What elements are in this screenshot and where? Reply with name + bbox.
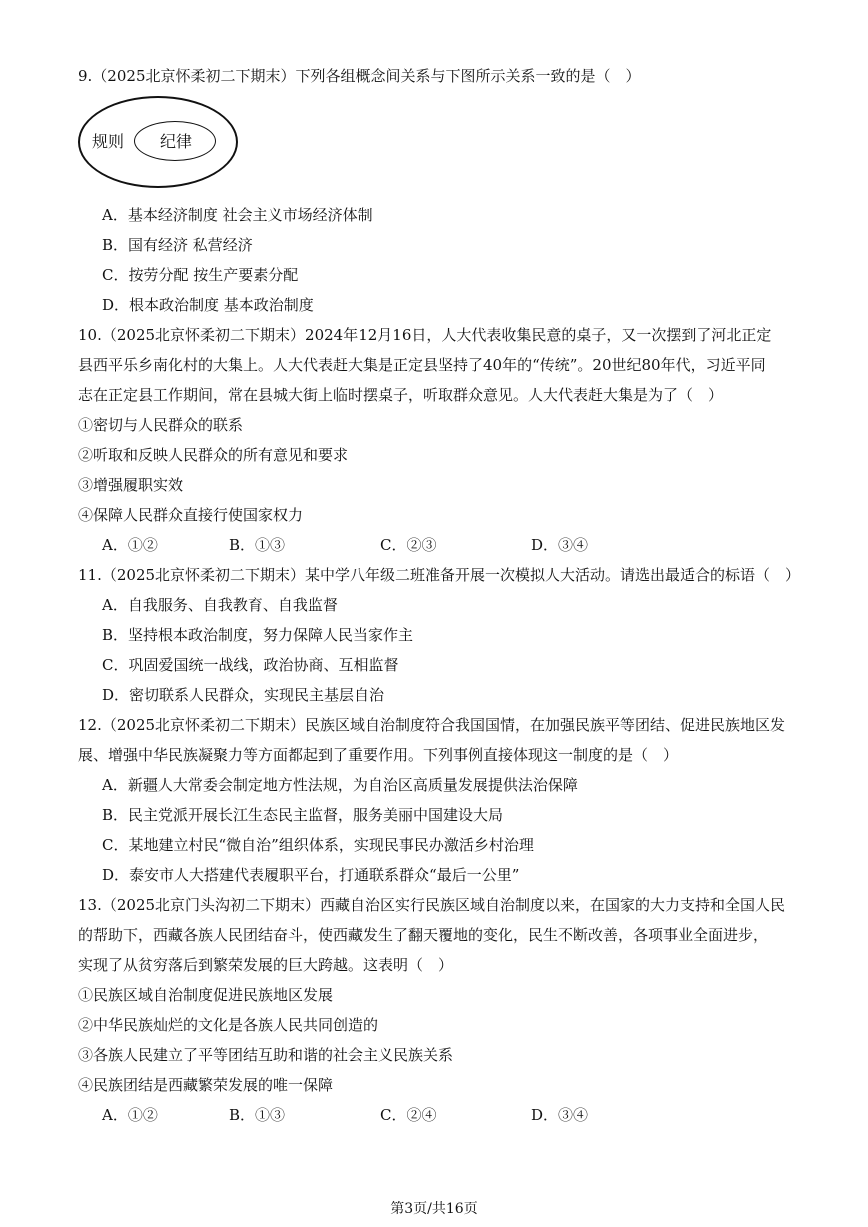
question-10-stem-line-1: 10.（2025北京怀柔初二下期末）2024年12月16日，人大代表收集民意的桌子，又一次摆到了河北正定 [78,326,772,344]
question-12-stem-line-2: 展、增强中华民族凝聚力等方面都起到了重要作用。下列事例直接体现这一制度的是（ ） [78,746,679,764]
q10-option-c[interactable]: C．②③ [380,536,437,554]
q10-item-1: ①密切与人民群众的联系 [78,416,244,434]
q13-item-4: ④民族团结是西藏繁荣发展的唯一保障 [78,1076,334,1094]
q10-item-3: ③增强履职实效 [78,476,184,494]
q13-option-b[interactable]: B．①③ [229,1106,286,1124]
diagram-inner-label: 纪律 [160,132,193,151]
q10-options-row [102,535,802,555]
q10-item-2: ②听取和反映人民群众的所有意见和要求 [78,446,349,464]
q11-option-d[interactable]: D．密切联系人民群众，实现民主基层自治 [102,686,385,704]
q13-item-1: ①民族区域自治制度促进民族地区发展 [78,986,334,1004]
q13-option-a[interactable]: A．①② [102,1106,158,1124]
question-10-stem-line-3: 志在正定县工作期间，常在县城大街上临时摆桌子，听取群众意见。人大代表赶大集是为了（ ） [78,386,724,404]
q11-option-b[interactable]: B．坚持根本政治制度，努力保障人民当家作主 [102,626,414,644]
q12-option-d[interactable]: D．泰安市人大搭建代表履职平台，打通联系群众“最后一公里” [102,866,520,884]
concept-diagram [78,96,242,192]
q12-option-c[interactable]: C．某地建立村民“微自治”组织体系，实现民事民办激活乡村治理 [102,836,534,854]
question-10-stem-line-2: 县西平乐乡南化村的大集上。人大代表赶大集是正定县坚持了40年的“传统”。20世纪80年代，习近平同 [78,356,766,374]
q10-option-a[interactable]: A．①② [102,536,158,554]
q9-option-c[interactable]: C．按劳分配 按生产要素分配 [102,266,299,284]
q12-option-b[interactable]: B．民主党派开展长江生态民主监督，服务美丽中国建设大局 [102,806,504,824]
question-13-stem-line-3: 实现了从贫穷落后到繁荣发展的巨大跨越。这表明（ ） [78,956,454,974]
question-11-stem: 11.（2025北京怀柔初二下期末）某中学八年级二班准备开展一次模拟人大活动。请选出最适合的标语（ ） [78,566,801,584]
q10-option-d[interactable]: D．③④ [531,536,589,554]
q11-option-a[interactable]: A．自我服务、自我教育、自我监督 [102,596,338,614]
q9-option-a[interactable]: A．基本经济制度 社会主义市场经济体制 [102,206,373,224]
page-number-footer: 第3页/共16页 [390,1201,478,1217]
q9-option-b[interactable]: B．国有经济 私营经济 [102,236,253,254]
question-9-stem: 9.（2025北京怀柔初二下期末）下列各组概念间关系与下图所示关系一致的是（ ） [78,67,641,85]
q10-option-b[interactable]: B．①③ [229,536,286,554]
q13-option-c[interactable]: C．②④ [380,1106,437,1124]
question-12-stem-line-1: 12.（2025北京怀柔初二下期末）民族区域自治制度符合我国国情，在加强民族平等团结、促进民族地区发 [78,716,786,734]
q13-item-3: ③各族人民建立了平等团结互助和谐的社会主义民族关系 [78,1046,454,1064]
q11-option-c[interactable]: C．巩固爱国统一战线，政治协商、互相监督 [102,656,399,674]
q13-item-2: ②中华民族灿烂的文化是各族人民共同创造的 [78,1016,379,1034]
q9-option-d[interactable]: D．根本政治制度 基本政治制度 [102,296,314,314]
q10-item-4: ④保障人民群众直接行使国家权力 [78,506,304,524]
question-13-stem-line-2: 的帮助下，西藏各族人民团结奋斗，使西藏发生了翻天覆地的变化，民生不断改善，各项事业全面进步， [78,926,769,944]
diagram-outer-label: 规则 [92,132,125,151]
q12-option-a[interactable]: A．新疆人大常委会制定地方性法规，为自治区高质量发展提供法治保障 [102,776,578,794]
question-13-stem-line-1: 13.（2025北京门头沟初二下期末）西藏自治区实行民族区域自治制度以来，在国家的大力支持和全国人民 [78,896,786,914]
q13-options-row [102,1105,802,1125]
q13-option-d[interactable]: D．③④ [531,1106,589,1124]
